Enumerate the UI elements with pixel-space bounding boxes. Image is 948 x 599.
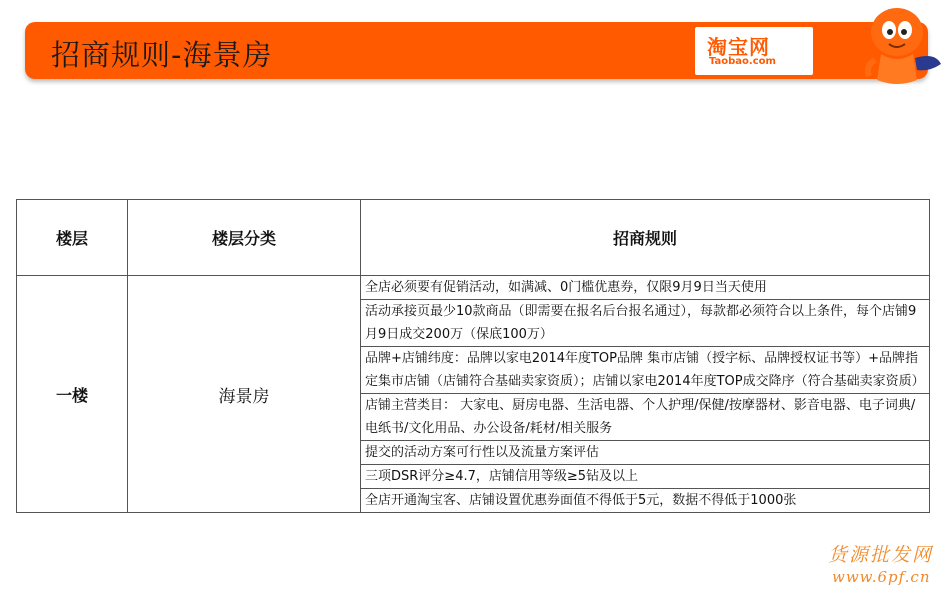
header-rules: 招商规则 (361, 200, 930, 276)
rule-item: 三项DSR评分≥4.7，店铺信用等级≥5钻及以上 (361, 465, 930, 489)
category-cell: 海景房 (128, 276, 361, 513)
floor-cell: 一楼 (17, 276, 128, 513)
table-header-row (17, 200, 930, 276)
rule-item: 全店必须要有促销活动，如满减、0门槛优惠券，仅限9月9日当天使用 (361, 276, 930, 300)
rules-table (16, 199, 930, 513)
rule-item: 活动承接页最少10款商品（即需要在报名后台报名通过），每款都必须符合以上条件，每个店铺9月9日成交200万（保底100万） (361, 300, 930, 347)
table-row (17, 276, 930, 300)
watermark-text-en: www.6pf.cn (832, 568, 931, 586)
taobao-logo (695, 27, 813, 75)
rule-item: 提交的活动方案可行性以及流量方案评估 (361, 441, 930, 465)
logo-text-en: Taobao.com (709, 56, 776, 67)
rule-item: 品牌+店铺纬度：品牌以家电2014年度TOP品牌 集市店铺（授字标、品牌授权证书等）+品牌指定集市店铺（店铺符合基础卖家资质）；店铺以家电2014年度TOP成交降序（符合基础卖家资质） (361, 347, 930, 394)
rule-item: 店铺主营类目： 大家电、厨房电器、生活电器、个人护理/保健/按摩器材、影音电器、电子词典/电纸书/文化用品、办公设备/耗材/相关服务 (361, 394, 930, 441)
taobao-mascot-icon (845, 2, 943, 90)
header-banner (25, 22, 928, 79)
header-category: 楼层分类 (128, 200, 361, 276)
page-title: 招商规则-海景房 (51, 38, 273, 72)
header-floor: 楼层 (17, 200, 128, 276)
watermark-text-cn: 货源批发网 (828, 544, 934, 566)
logo-text-cn: 淘宝网 (707, 35, 770, 59)
rule-item: 全店开通淘宝客、店铺设置优惠券面值不得低于5元，数据不得低于1000张 (361, 489, 930, 513)
